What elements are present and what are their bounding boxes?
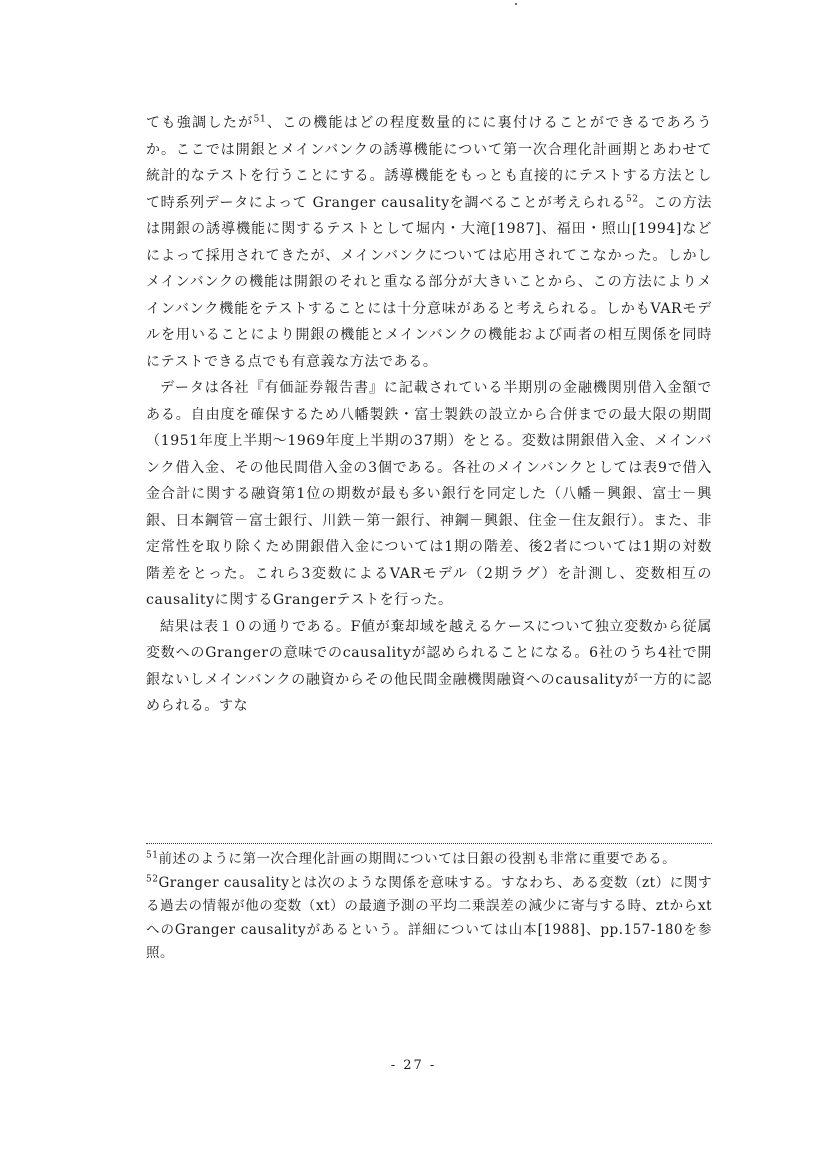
body-text [146, 110, 712, 720]
page-number: - 27 - [390, 1058, 437, 1073]
footnote-separator [146, 843, 712, 844]
footnote-ref: 51 [146, 850, 159, 861]
footnote-ref: 52 [146, 874, 159, 884]
paragraph-1 [146, 110, 712, 375]
footnote-ref: 51 [253, 114, 267, 125]
footnote-ref: 52 [625, 193, 639, 204]
paragraph-3 [146, 614, 712, 720]
footnotes [146, 848, 712, 966]
text-run: 。この方法は開銀の誘導機能に関するテストとして堀内・大滝[1987]、福田・照山[1994]などによって採用されてきたが、メインバンクについては応用されてこなかった。しかしメインバンクの機能は開銀のそれと重なる部分が大きいことから、この方法によりメインバンク機能をテストすることには十分意味があると考えられる。しかもVARモデルを用いることにより開銀の機能とメインバンクの機能および両者の相互関係を同時にテストできる点でも有意義な方法である。 [146, 194, 713, 370]
text-run: データは各社『有価証券報告書』に記載されている半期別の金融機関別借入金額である。自由度を確保するため八幡製鉄・富士製鉄の設立から合併までの最大限の期間（1951年度上半期～1969年度上半期の37期）をとる。変数は開銀借入金、メインバンク借入金、その他民間借入金の3個である。各社のメインバンクとしては表9で借入金合計に関する融資第1位の期数が最も多い銀行を同定した（八幡－興銀、富士－興銀、日本鋼管－富士銀行、川鉄－第一銀行、神鋼－興銀、住金－住友銀行）。また、非定常性を取り除くため開銀借入金については1期の階差、後2者については1期の対数階差をとった。これら3変数によるVARモデル（2期ラグ）を計測し、変数相互のcausalityに関するGrangerテストを行った。 [146, 380, 712, 608]
text-run: Granger causalityとは次のような関係を意味する。すなわち、ある変数（zt）に関する過去の情報が他の変数（xt）の最適予測の平均二乗誤差の減少に寄与する時、ztからxtへのGranger causalityがあるという。詳細については山本[1988]、pp.157-180を参照。 [146, 874, 712, 961]
text-run: 、この機能はどの程度数量的にに裏付けることができるであろうか。ここでは開銀とメインバンクの誘導機能について第一次合理化計画期とあわせて統計的なテストを行うことにする。誘導機能をもっとも直接的にテストする方法として時系列データによって Granger causalityを調べることが考えられる [146, 115, 712, 211]
text-run: ても強調したが [146, 115, 254, 131]
text-run: 結果は表１０の通りである。F値が棄却域を越えるケースについて独立変数から従属変数へのGrangerの意味でのcausalityが認められることになる。6社のうち4社で開銀ないしメインバンクの融資からその他民間金融機関融資へのcausalityが一方的に認められる。すな [146, 618, 712, 714]
scan-speck [515, 3, 517, 5]
paragraph-2 [146, 375, 712, 614]
footnote-52 [146, 872, 712, 966]
text-run: 前述のように第一次合理化計画の期間については日銀の役割も非常に重要である。 [158, 851, 677, 867]
footnote-51 [146, 848, 712, 872]
